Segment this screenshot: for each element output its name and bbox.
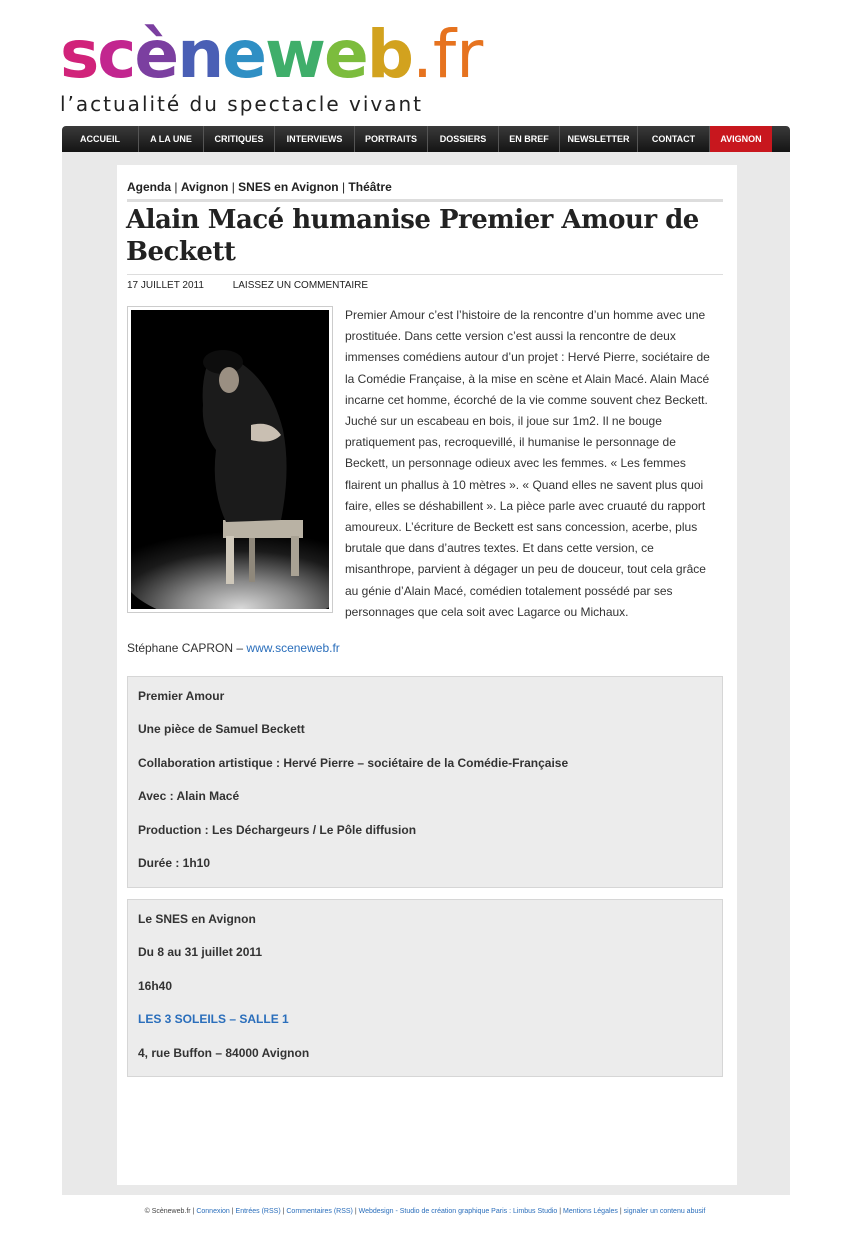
logo-tld: .fr (411, 16, 484, 93)
footer-separator: | (352, 1208, 359, 1215)
logo-letter: e (222, 16, 265, 93)
venue-info-box (127, 899, 723, 1077)
show-info-line: Premier Amour (138, 689, 225, 703)
footer-link[interactable]: Connexion (196, 1208, 230, 1215)
stage-image (131, 310, 329, 609)
site-logo[interactable] (60, 16, 484, 93)
category-link[interactable]: Théâtre (348, 180, 392, 194)
site-footer (0, 1208, 850, 1215)
nav-item-dossiers[interactable]: DOSSIERS (428, 126, 499, 152)
body-line: personnages que cela soit avec Lagarce ou Michaux. (345, 604, 629, 619)
main-nav (62, 126, 790, 152)
logo-letter: è (134, 16, 178, 93)
body-line: amoureux. L’écriture de Beckett est sans concession, acerbe, plus (345, 520, 698, 535)
author-name: Stéphane CAPRON – (127, 641, 244, 655)
venue-info-line: 4, rue Buffon – 84000 Avignon (138, 1045, 310, 1060)
nav-item-portraits[interactable]: PORTRAITS (355, 126, 428, 152)
category-separator: | (171, 180, 181, 194)
venue-info-line: Le SNES en Avignon (138, 912, 256, 926)
body-line: brutale que dans d’autres textes. Et dans cette version, ce (345, 541, 654, 556)
footer-link[interactable]: Entrées (RSS) (235, 1208, 281, 1215)
nav-item-avignon[interactable]: AVIGNON (710, 126, 772, 152)
logo-letter: s (60, 16, 98, 93)
show-info-line: Durée : 1h10 (138, 856, 211, 870)
nav-item-en-bref[interactable]: EN BREF (499, 126, 560, 152)
article-photo (127, 306, 333, 613)
show-info-line: Avec : Alain Macé (138, 789, 240, 804)
body-line: misanthrope, parvient à dégager un peu de douceur, tout cela grâce (345, 562, 706, 577)
show-info-line: Production : Les Déchargeurs / Le Pôle diffusion (138, 822, 417, 837)
footer-separator: | (229, 1208, 236, 1215)
article-date: 17 JUILLET 2011 (127, 280, 204, 291)
footer-separator: | (557, 1208, 564, 1215)
breadcrumb-categories (127, 180, 392, 194)
body-line: Juché sur un escabeau en bois, il joue sur 1m2. Il ne bouge (345, 414, 662, 429)
logo-letter: b (366, 16, 412, 93)
category-link[interactable]: Avignon (180, 180, 229, 194)
body-line: prostituée. Dans cette version c’est aussi la rencontre de deux (345, 329, 676, 344)
body-line: pratiquement pas, recroquevillé, il humanise le personnage de (345, 435, 676, 450)
body-line: immenses comédiens autour d’un projet : Hervé Pierre, sociétaire de (345, 350, 710, 365)
article-byline (127, 641, 340, 655)
article-body (345, 305, 725, 623)
show-info-box (127, 676, 723, 888)
body-line: incarne cet homme, écorché de la vie comme souvent chez Beckett. (345, 392, 708, 407)
nav-item-critiques[interactable]: CRITIQUES (204, 126, 275, 152)
footer-link[interactable]: signaler un contenu abusif (623, 1208, 706, 1215)
category-link[interactable]: Agenda (127, 180, 172, 194)
nav-item-contact[interactable]: CONTACT (638, 126, 710, 152)
author-site-link[interactable]: www.sceneweb.fr (246, 641, 340, 655)
footer-link[interactable]: Mentions Légales (563, 1208, 618, 1215)
venue-info-line: 16h40 (138, 978, 173, 993)
footer-copyright: © Scèneweb.fr (144, 1208, 191, 1215)
divider (127, 199, 723, 202)
venue-link[interactable]: LES 3 SOLEILS – SALLE 1 (138, 1012, 289, 1027)
nav-item-interviews[interactable]: INTERVIEWS (275, 126, 355, 152)
body-line: Beckett, un personnage odieux avec les femmes. « Les femmes (345, 456, 686, 471)
venue-info-line: Du 8 au 31 juillet 2011 (138, 945, 263, 960)
actor-on-stool-image (131, 310, 329, 609)
footer-link[interactable]: Webdesign - Studio de création graphique Paris : Limbus Studio (358, 1208, 558, 1215)
category-separator: | (338, 180, 349, 194)
footer-separator: | (617, 1208, 624, 1215)
article-meta (127, 280, 368, 291)
footer-separator: | (280, 1208, 287, 1215)
nav-item-accueil[interactable]: ACCUEIL (62, 126, 139, 152)
show-info-line: Une pièce de Samuel Beckett (138, 722, 305, 737)
nav-item-a-la-une[interactable]: A LA UNE (139, 126, 204, 152)
body-line: au génie d’Alain Macé, comédien totalement possédé par ses (345, 583, 673, 598)
site-tagline: l’actualité du spectacle vivant (60, 92, 424, 116)
logo-letter: w (264, 16, 324, 93)
category-separator: | (228, 180, 239, 194)
body-line: Premier Amour c’est l’histoire de la rencontre d’un homme avec une (345, 308, 706, 322)
article-title: Alain Macé humanise Premier Amour de Beckett (126, 205, 699, 267)
divider (127, 274, 723, 275)
logo-letter: c (97, 16, 135, 93)
body-line: faire, elles se déshabillent ». La pièce parle avec cruauté du rapport (345, 498, 706, 513)
footer-separator: | (190, 1208, 197, 1215)
logo-letter: n (177, 16, 223, 93)
leave-comment-link[interactable]: LAISSEZ UN COMMENTAIRE (232, 280, 369, 291)
footer-link[interactable]: Commentaires (RSS) (286, 1208, 353, 1215)
logo-letter: e (323, 16, 367, 93)
show-info-line: Collaboration artistique : Hervé Pierre – sociétaire de la Comédie-Française (138, 755, 569, 770)
category-link[interactable]: SNES en Avignon (238, 180, 339, 194)
body-line: la Comédie Française, à la mise en scène et Alain Macé. Alain Macé (345, 371, 710, 386)
nav-item-newsletter[interactable]: NEWSLETTER (560, 126, 638, 152)
body-line: flairent un phallus à 10 mètres ». « Quand elles ne savent plus quoi (345, 477, 704, 492)
